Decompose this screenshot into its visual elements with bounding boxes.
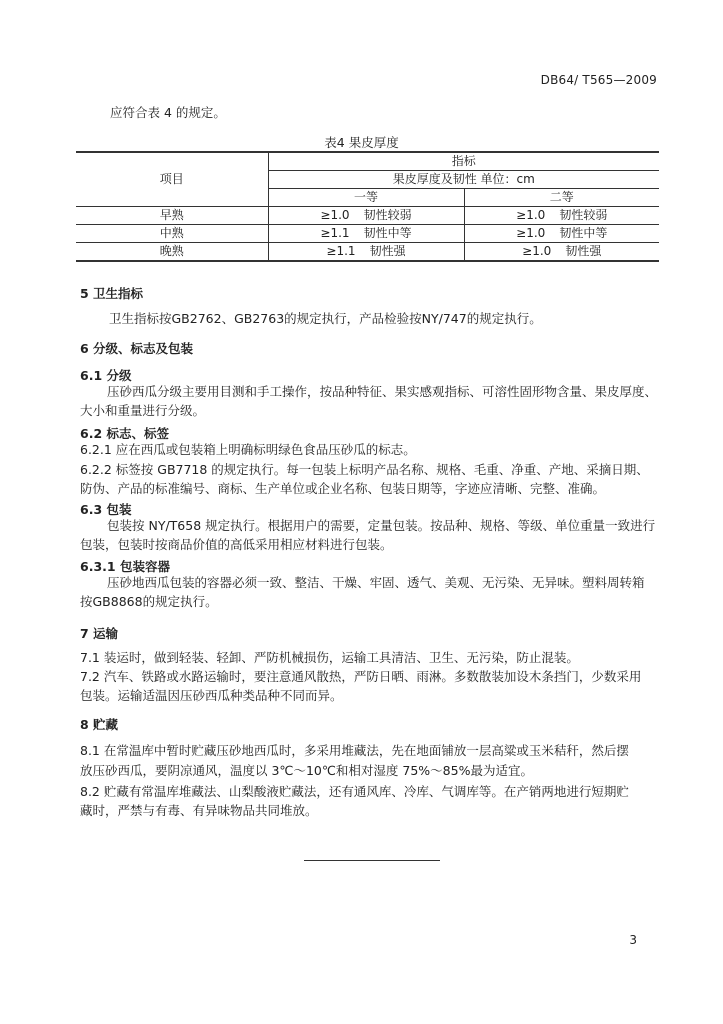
intro-text: 应符合表 4 的规定。 bbox=[110, 105, 226, 120]
section-8-heading: 8 贮藏 bbox=[80, 717, 119, 732]
section-6-3-1-text-line2: 按GB8868的规定执行。 bbox=[80, 594, 218, 609]
section-6-2-2-text-line2: 防伪、产品的标准编号、商标、生产单位或企业名称、包装日期等，字迹应清晰、完整、准确。 bbox=[80, 481, 606, 496]
table-cell-grade2: ≥1.0 韧性较弱 bbox=[464, 207, 659, 225]
section-7-2-text-line2: 包装。运输适温因压砂西瓜种类品种不同而异。 bbox=[80, 688, 343, 703]
page-number: 3 bbox=[629, 933, 637, 947]
section-6-3-text-line2: 包装，包装时按商品价值的高低采用相应材料进行包装。 bbox=[80, 537, 393, 552]
section-6-1-text-line2: 大小和重量进行分级。 bbox=[80, 403, 206, 418]
table-cell-grade2: ≥1.0 韧性强 bbox=[464, 243, 659, 262]
section-6-2-heading: 6.2 标志、标签 bbox=[80, 426, 169, 441]
section-7-2-text-line1: 7.2 汽车、铁路或水路运输时，要注意通风散热，严防日晒、雨淋。多数散装加设木条挡门，少数采用 bbox=[80, 669, 642, 684]
section-6-3-heading: 6.3 包装 bbox=[80, 502, 132, 517]
table-cell-item: 晚熟 bbox=[76, 243, 268, 262]
section-6-heading: 6 分级、标志及包装 bbox=[80, 341, 194, 356]
section-6-3-text-line1: 包装按 NY/T658 规定执行。根据用户的需要，定量包装。按品种、规格、等级、单位重量一致进行 bbox=[107, 518, 656, 533]
section-6-3-1-text-line1: 压砂地西瓜包装的容器必须一致、整洁、干燥、牢固、透气、美观、无污染、无异味。塑料周转箱 bbox=[107, 575, 645, 590]
table-cell-grade1: ≥1.1 韧性强 bbox=[268, 243, 464, 262]
table-header-grade1: 一等 bbox=[268, 189, 464, 207]
section-7-heading: 7 运输 bbox=[80, 626, 119, 641]
standard-code: DB64/ T565—2009 bbox=[540, 73, 657, 87]
table-row bbox=[76, 207, 659, 225]
table-cell-item: 早熟 bbox=[76, 207, 268, 225]
section-8-2-text-line1: 8.2 贮藏有常温库堆藏法、山梨酸液贮藏法，还有通风库、冷库、气调库等。在产销两地进行短期贮 bbox=[80, 784, 629, 799]
table-header-item: 项目 bbox=[76, 152, 268, 207]
table-cell-grade1: ≥1.1 韧性中等 bbox=[268, 225, 464, 243]
end-rule bbox=[304, 860, 440, 861]
section-7-1-text: 7.1 装运时，做到轻装、轻卸、严防机械损伤，运输工具清洁、卫生、无污染，防止混装。 bbox=[80, 650, 579, 665]
table-header-grade2: 二等 bbox=[464, 189, 659, 207]
table-caption: 表4 果皮厚度 bbox=[324, 135, 399, 150]
table-cell-grade1: ≥1.0 韧性较弱 bbox=[268, 207, 464, 225]
section-6-1-heading: 6.1 分级 bbox=[80, 368, 132, 383]
table-fruit-peel-thickness bbox=[76, 151, 659, 262]
section-8-2-text-line2: 藏时，严禁与有毒、有异味物品共同堆放。 bbox=[80, 803, 318, 818]
section-8-1-text-line2: 放压砂西瓜，要阴凉通风，温度以 3℃～10℃和相对湿度 75%～85%最为适宜。 bbox=[80, 763, 533, 778]
table-cell-item: 中熟 bbox=[76, 225, 268, 243]
section-5-text: 卫生指标按GB2762、GB2763的规定执行，产品检验按NY/747的规定执行。 bbox=[109, 311, 542, 326]
section-8-1-text-line1: 8.1 在常温库中暂时贮藏压砂地西瓜时，多采用堆藏法，先在地面铺放一层高粱或玉米秸秆，然后摆 bbox=[80, 743, 629, 758]
table-cell-grade2: ≥1.0 韧性中等 bbox=[464, 225, 659, 243]
section-6-2-2-text-line1: 6.2.2 标签按 GB7718 的规定执行。每一包装上标明产品名称、规格、毛重、净重、产地、采摘日期、 bbox=[80, 462, 649, 477]
section-5-heading: 5 卫生指标 bbox=[80, 286, 144, 301]
table-row bbox=[76, 243, 659, 262]
section-6-2-1-text: 6.2.1 应在西瓜或包装箱上明确标明绿色食品压砂瓜的标志。 bbox=[80, 442, 416, 457]
section-6-3-1-heading: 6.3.1 包装容器 bbox=[80, 559, 170, 574]
table-header-sub: 果皮厚度及韧性 单位：cm bbox=[268, 171, 659, 189]
table-row bbox=[76, 225, 659, 243]
table-header-index: 指标 bbox=[268, 152, 659, 171]
section-6-1-text-line1: 压砂西瓜分级主要用目测和手工操作，按品种特征、果实感观指标、可溶性固形物含量、果皮厚度、 bbox=[107, 384, 658, 399]
